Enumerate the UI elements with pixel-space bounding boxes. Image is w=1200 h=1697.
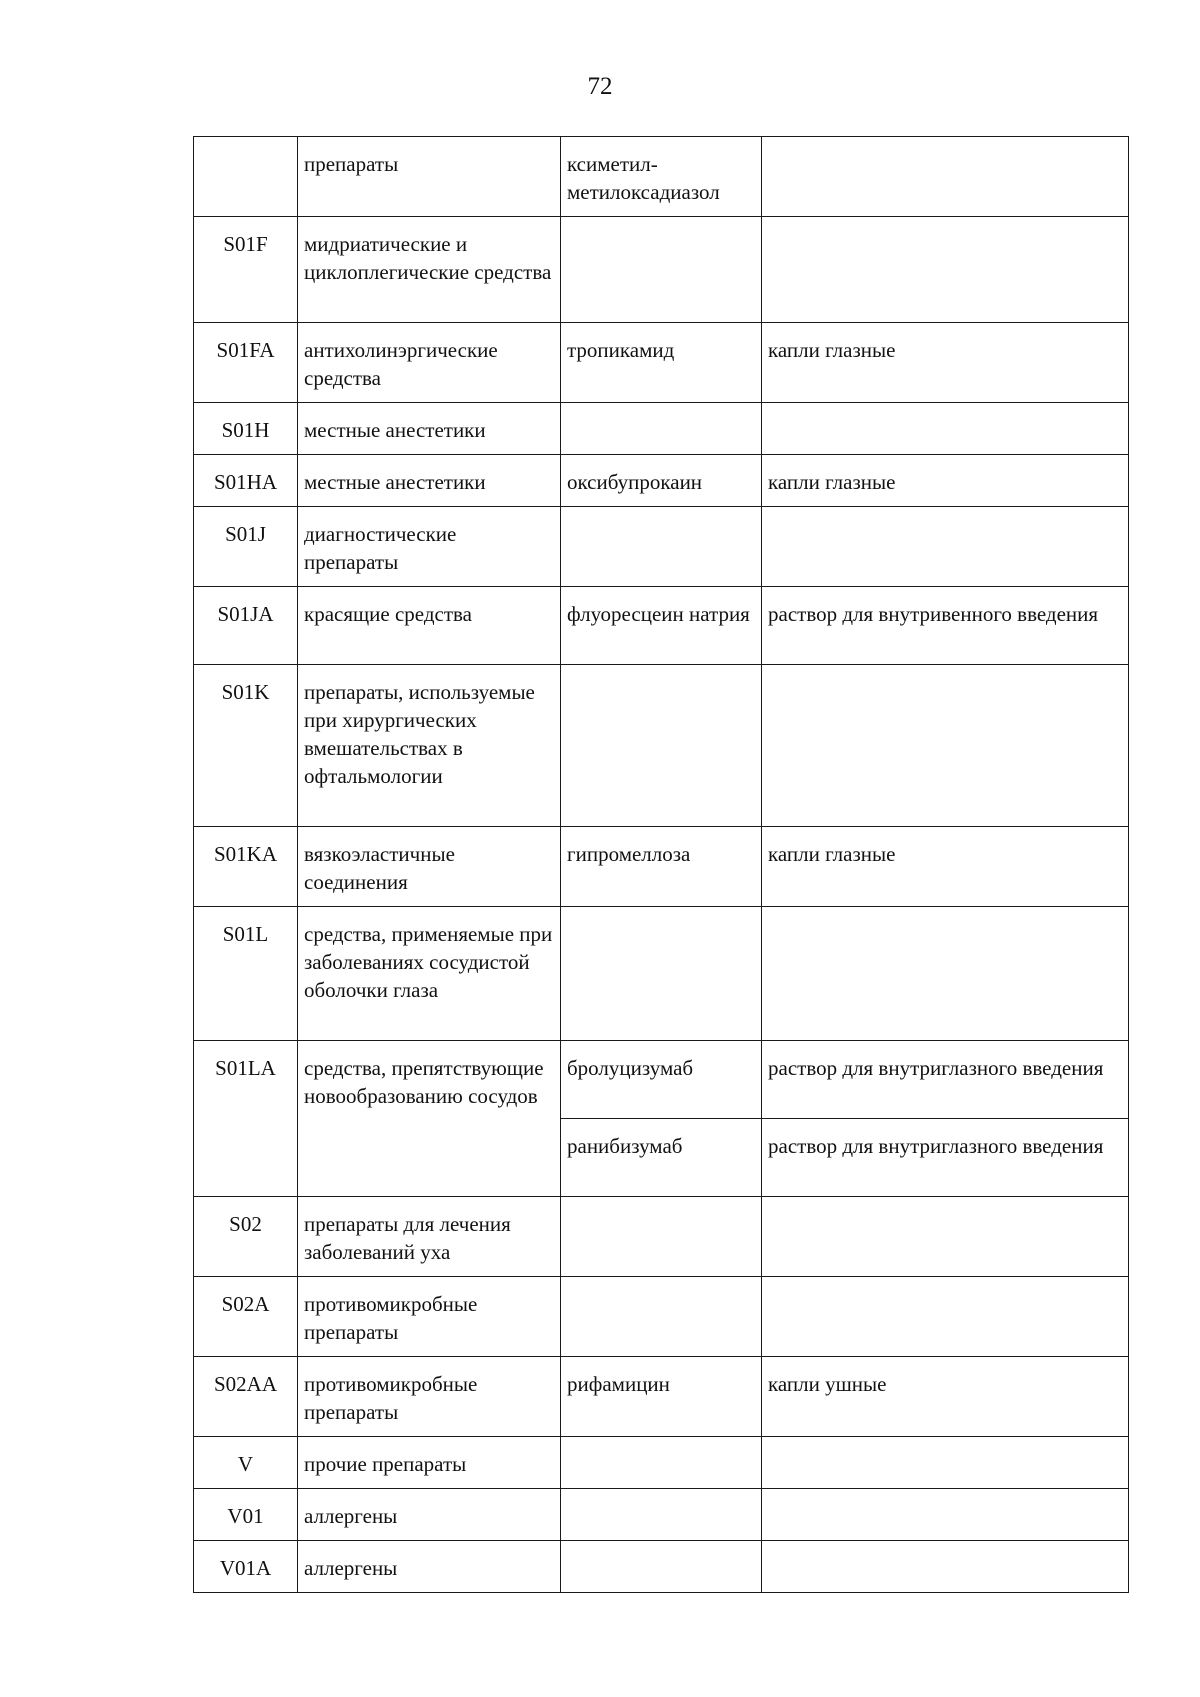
dosage-form-cell: капли глазные xyxy=(762,323,1129,403)
group-name-cell: диагностические препараты xyxy=(298,507,561,587)
table-row xyxy=(194,217,1129,323)
page-number: 72 xyxy=(587,73,613,100)
table-row xyxy=(194,587,1129,665)
group-name-cell: мидриатические и циклоплегические средства xyxy=(298,217,561,323)
atc-code-cell: S01J xyxy=(194,507,298,587)
atc-code-cell: S01H xyxy=(194,403,298,455)
drug-name-line-1: ксиметил- xyxy=(567,152,658,176)
dosage-form-cell xyxy=(762,1197,1129,1277)
drug-name-cell xyxy=(561,1277,762,1357)
drug-name-cell: гипромеллоза xyxy=(561,827,762,907)
group-name-cell: средства, препятствующие новообразованию сосудов xyxy=(298,1041,561,1197)
dosage-form-cell: капли глазные xyxy=(762,827,1129,907)
drug-name-cell: тропикамид xyxy=(561,323,762,403)
dosage-form-cell xyxy=(762,665,1129,827)
table-row xyxy=(194,1541,1129,1593)
atc-code-cell: S01HA xyxy=(194,455,298,507)
dosage-form-cell: раствор для внутриглазного введения xyxy=(762,1119,1129,1197)
drug-name-cell: рифамицин xyxy=(561,1357,762,1437)
table-row xyxy=(194,1041,1129,1119)
atc-code-cell: S01K xyxy=(194,665,298,827)
group-name-cell: местные анестетики xyxy=(298,403,561,455)
table-row xyxy=(194,137,1129,217)
table-row xyxy=(194,1277,1129,1357)
dosage-form-cell: раствор для внутривенного введения xyxy=(762,587,1129,665)
dosage-form-cell xyxy=(762,217,1129,323)
drug-name-cell xyxy=(561,665,762,827)
group-name-cell: препараты для лечения заболеваний уха xyxy=(298,1197,561,1277)
table-row xyxy=(194,507,1129,587)
table-row xyxy=(194,907,1129,1041)
group-name-cell: препараты, используемые при хирургических вмешательствах в офтальмологии xyxy=(298,665,561,827)
drug-name-cell: бролуцизумаб xyxy=(561,1041,762,1119)
drug-name-cell xyxy=(561,1437,762,1489)
group-name-cell: антихолинэргические средства xyxy=(298,323,561,403)
dosage-form-cell xyxy=(762,507,1129,587)
group-name-cell: препараты xyxy=(298,137,561,217)
drug-name-cell xyxy=(561,1197,762,1277)
atc-code-cell: V01A xyxy=(194,1541,298,1593)
group-name-cell: местные анестетики xyxy=(298,455,561,507)
group-name-cell: противомикробные препараты xyxy=(298,1277,561,1357)
atc-code-cell: S01F xyxy=(194,217,298,323)
drug-name-cell xyxy=(561,403,762,455)
dosage-form-cell xyxy=(762,137,1129,217)
drug-name-cell: флуоресцеин натрия xyxy=(561,587,762,665)
atc-code-cell xyxy=(194,137,298,217)
drug-name-cell xyxy=(561,1489,762,1541)
atc-code-cell: S01JA xyxy=(194,587,298,665)
table-row xyxy=(194,403,1129,455)
atc-code-cell: V xyxy=(194,1437,298,1489)
table-row xyxy=(194,1489,1129,1541)
drug-name-cell: оксибупрокаин xyxy=(561,455,762,507)
atc-code-cell: S01LA xyxy=(194,1041,298,1197)
table-row xyxy=(194,323,1129,403)
dosage-form-cell xyxy=(762,1489,1129,1541)
group-name-cell: противомикробные препараты xyxy=(298,1357,561,1437)
group-name-cell: прочие препараты xyxy=(298,1437,561,1489)
table-row xyxy=(194,455,1129,507)
dosage-form-cell xyxy=(762,1437,1129,1489)
dosage-form-cell xyxy=(762,1277,1129,1357)
drug-classification-table xyxy=(193,136,1129,1593)
drug-name-line-2: метилоксадиазол xyxy=(567,180,720,204)
drug-name-cell xyxy=(561,507,762,587)
table-row xyxy=(194,827,1129,907)
atc-code-cell: V01 xyxy=(194,1489,298,1541)
table-row xyxy=(194,1197,1129,1277)
table-row xyxy=(194,1357,1129,1437)
dosage-form-cell xyxy=(762,403,1129,455)
table-row xyxy=(194,665,1129,827)
atc-code-cell: S01KA xyxy=(194,827,298,907)
group-name-cell: аллергены xyxy=(298,1541,561,1593)
drug-name-cell xyxy=(561,137,762,217)
drug-name-cell xyxy=(561,907,762,1041)
dosage-form-cell: капли глазные xyxy=(762,455,1129,507)
drug-name-cell: ранибизумаб xyxy=(561,1119,762,1197)
group-name-cell: аллергены xyxy=(298,1489,561,1541)
group-name-cell: красящие средства xyxy=(298,587,561,665)
atc-code-cell: S02AA xyxy=(194,1357,298,1437)
dosage-form-cell xyxy=(762,907,1129,1041)
dosage-form-cell xyxy=(762,1541,1129,1593)
atc-code-cell: S02 xyxy=(194,1197,298,1277)
dosage-form-cell: капли ушные xyxy=(762,1357,1129,1437)
atc-code-cell: S01L xyxy=(194,907,298,1041)
drug-name-cell xyxy=(561,1541,762,1593)
atc-code-cell: S01FA xyxy=(194,323,298,403)
dosage-form-cell: раствор для внутриглазного введения xyxy=(762,1041,1129,1119)
atc-code-cell: S02A xyxy=(194,1277,298,1357)
group-name-cell: средства, применяемые при заболеваниях сосудистой оболочки глаза xyxy=(298,907,561,1041)
table-row xyxy=(194,1437,1129,1489)
drug-name-cell xyxy=(561,217,762,323)
group-name-cell: вязкоэластичные соединения xyxy=(298,827,561,907)
